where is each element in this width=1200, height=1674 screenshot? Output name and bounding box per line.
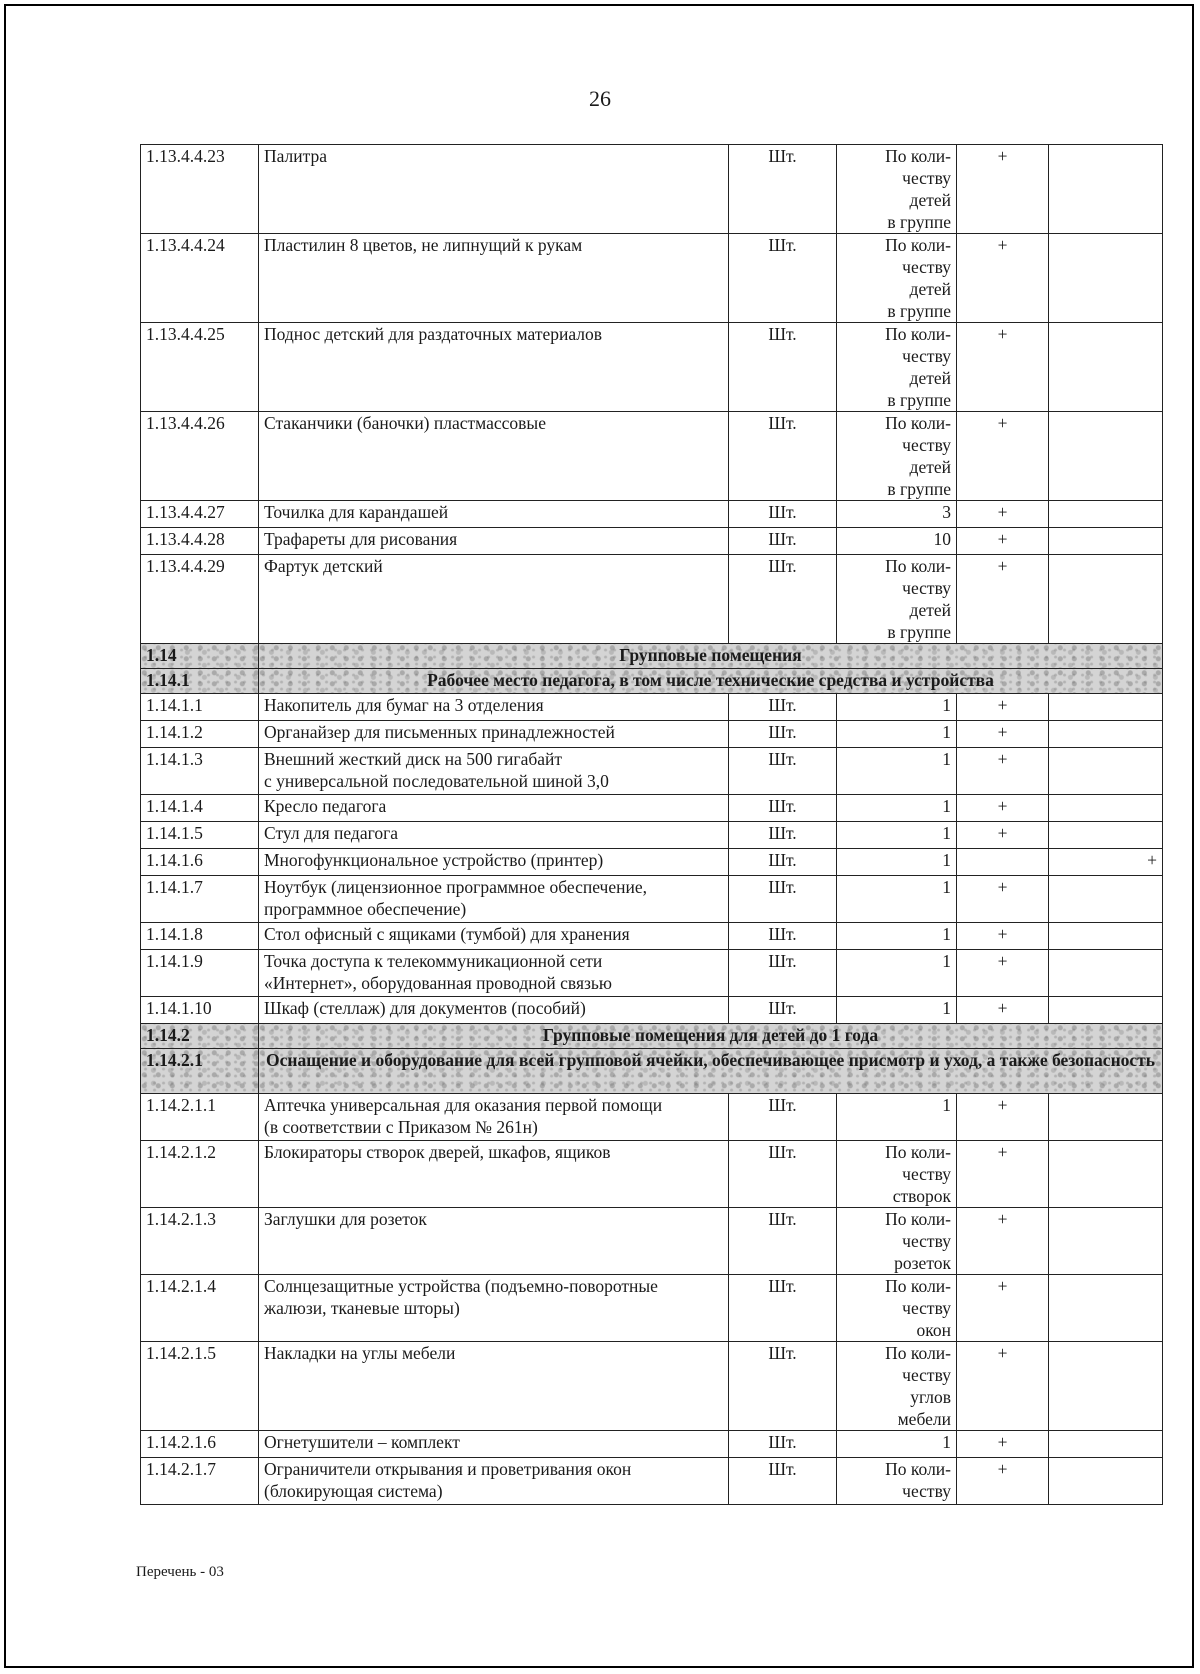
table-row — [141, 997, 1163, 1024]
item-quantity: 1 — [837, 1431, 957, 1458]
item-unit: Шт. — [729, 412, 837, 501]
table-row — [141, 1275, 1163, 1342]
item-code: 1.14.2.1.7 — [141, 1458, 259, 1505]
item-unit: Шт. — [729, 1141, 837, 1208]
item-name: Аптечка универсальная для оказания первой помощи (в соответствии с Приказом № 261н) — [259, 1094, 729, 1141]
page-number: 26 — [589, 86, 611, 111]
table-row — [141, 923, 1163, 950]
table-row — [141, 822, 1163, 849]
item-code: 1.13.4.4.28 — [141, 528, 259, 555]
table-row — [141, 528, 1163, 555]
item-name: Поднос детский для раздаточных материалов — [259, 323, 729, 412]
item-quantity: По коли- честву — [837, 1458, 957, 1505]
item-mark-alt — [1049, 721, 1163, 748]
item-mark: + — [957, 1094, 1049, 1141]
item-mark: + — [957, 795, 1049, 822]
item-code: 1.14.1.5 — [141, 822, 259, 849]
item-quantity: По коли- честву розеток — [837, 1208, 957, 1275]
item-unit: Шт. — [729, 950, 837, 997]
table-row — [141, 555, 1163, 644]
item-mark: + — [957, 528, 1049, 555]
item-mark-alt — [1049, 1094, 1163, 1141]
item-quantity: 1 — [837, 997, 957, 1024]
item-code: 1.13.4.4.29 — [141, 555, 259, 644]
item-code: 1.14.2.1.3 — [141, 1208, 259, 1275]
item-name: Стаканчики (баночки) пластмассовые — [259, 412, 729, 501]
item-code: 1.14.1.3 — [141, 748, 259, 795]
item-mark-alt — [1049, 1458, 1163, 1505]
item-unit: Шт. — [729, 748, 837, 795]
item-mark-alt — [1049, 234, 1163, 323]
item-mark-alt — [1049, 923, 1163, 950]
item-mark-alt — [1049, 145, 1163, 234]
item-mark: + — [957, 694, 1049, 721]
item-name: Внешний жесткий диск на 500 гигабайт с универсальной последовательной шиной 3,0 — [259, 748, 729, 795]
footer-note: Перечень - 03 — [136, 1564, 224, 1580]
section-code: 1.14.1 — [141, 669, 259, 694]
table-row — [141, 1094, 1163, 1141]
item-mark: + — [957, 1208, 1049, 1275]
item-unit: Шт. — [729, 528, 837, 555]
item-name: Заглушки для розеток — [259, 1208, 729, 1275]
item-name: Ограничители открывания и проветривания окон (блокирующая система) — [259, 1458, 729, 1505]
table-row — [141, 721, 1163, 748]
table-row — [141, 694, 1163, 721]
item-mark-alt — [1049, 1208, 1163, 1275]
item-name: Палитра — [259, 145, 729, 234]
section-row — [141, 669, 1163, 694]
item-code: 1.14.1.6 — [141, 849, 259, 876]
section-title: Групповые помещения — [259, 644, 1163, 669]
item-unit: Шт. — [729, 923, 837, 950]
item-code: 1.14.1.7 — [141, 876, 259, 923]
section-row — [141, 644, 1163, 669]
section-row — [141, 1024, 1163, 1049]
item-unit: Шт. — [729, 1275, 837, 1342]
item-name: Накопитель для бумаг на 3 отделения — [259, 694, 729, 721]
item-code: 1.13.4.4.24 — [141, 234, 259, 323]
table-row — [141, 145, 1163, 234]
item-quantity: 1 — [837, 950, 957, 997]
item-quantity: По коли- честву углов мебели — [837, 1342, 957, 1431]
item-quantity: По коли- честву створок — [837, 1141, 957, 1208]
table-row — [141, 501, 1163, 528]
item-name: Стул для педагога — [259, 822, 729, 849]
item-quantity: 1 — [837, 795, 957, 822]
item-mark: + — [957, 323, 1049, 412]
table-row — [141, 1342, 1163, 1431]
item-name: Накладки на углы мебели — [259, 1342, 729, 1431]
item-mark: + — [957, 923, 1049, 950]
item-code: 1.14.1.8 — [141, 923, 259, 950]
item-unit: Шт. — [729, 234, 837, 323]
item-mark: + — [957, 1431, 1049, 1458]
table-body — [141, 145, 1163, 1505]
table-row — [141, 1208, 1163, 1275]
item-quantity: 3 — [837, 501, 957, 528]
item-code: 1.14.1.9 — [141, 950, 259, 997]
item-unit: Шт. — [729, 1431, 837, 1458]
item-mark-alt — [1049, 748, 1163, 795]
item-quantity: По коли- честву окон — [837, 1275, 957, 1342]
table-row — [141, 1141, 1163, 1208]
item-unit: Шт. — [729, 849, 837, 876]
table-row — [141, 1458, 1163, 1505]
section-row — [141, 1049, 1163, 1094]
section-title: Оснащение и оборудование для всей групповой ячейки, обеспечивающее присмотр и уход, а также безопасность — [259, 1049, 1163, 1094]
item-quantity: По коли- честву детей в группе — [837, 412, 957, 501]
item-quantity: 1 — [837, 1094, 957, 1141]
item-quantity: 1 — [837, 721, 957, 748]
table-row — [141, 412, 1163, 501]
table-row — [141, 876, 1163, 923]
item-mark-alt — [1049, 1342, 1163, 1431]
item-name: Огнетушители – комплект — [259, 1431, 729, 1458]
table-row — [141, 795, 1163, 822]
item-name: Точилка для карандашей — [259, 501, 729, 528]
item-quantity: По коли- честву детей в группе — [837, 323, 957, 412]
item-mark-alt — [1049, 1275, 1163, 1342]
table-row — [141, 323, 1163, 412]
item-mark — [957, 849, 1049, 876]
item-mark-alt — [1049, 876, 1163, 923]
item-code: 1.14.2.1.6 — [141, 1431, 259, 1458]
item-mark-alt — [1049, 1431, 1163, 1458]
item-unit: Шт. — [729, 997, 837, 1024]
item-mark: + — [957, 1141, 1049, 1208]
item-mark: + — [957, 555, 1049, 644]
item-code: 1.14.1.2 — [141, 721, 259, 748]
item-mark-alt — [1049, 822, 1163, 849]
section-title: Групповые помещения для детей до 1 года — [259, 1024, 1163, 1049]
item-mark-alt: + — [1049, 849, 1163, 876]
item-unit: Шт. — [729, 323, 837, 412]
item-unit: Шт. — [729, 1208, 837, 1275]
item-mark: + — [957, 748, 1049, 795]
item-mark: + — [957, 234, 1049, 323]
item-mark-alt — [1049, 950, 1163, 997]
item-code: 1.14.1.1 — [141, 694, 259, 721]
section-title: Рабочее место педагога, в том числе технические средства и устройства — [259, 669, 1163, 694]
item-name: Трафареты для рисования — [259, 528, 729, 555]
item-unit: Шт. — [729, 501, 837, 528]
item-mark: + — [957, 876, 1049, 923]
item-code: 1.14.2.1.4 — [141, 1275, 259, 1342]
table-row — [141, 1431, 1163, 1458]
item-quantity: 10 — [837, 528, 957, 555]
item-mark-alt — [1049, 528, 1163, 555]
item-code: 1.14.2.1.5 — [141, 1342, 259, 1431]
item-quantity: 1 — [837, 923, 957, 950]
item-unit: Шт. — [729, 555, 837, 644]
table-row — [141, 234, 1163, 323]
item-mark-alt — [1049, 323, 1163, 412]
item-quantity: По коли- честву детей в группе — [837, 145, 957, 234]
item-name: Стол офисный с ящиками (тумбой) для хранения — [259, 923, 729, 950]
table-row — [141, 748, 1163, 795]
item-mark-alt — [1049, 997, 1163, 1024]
item-name: Ноутбук (лицензионное программное обеспечение, программное обеспечение) — [259, 876, 729, 923]
section-code: 1.14.2.1 — [141, 1049, 259, 1094]
item-code: 1.14.2.1.1 — [141, 1094, 259, 1141]
item-mark: + — [957, 997, 1049, 1024]
item-name: Органайзер для письменных принадлежностей — [259, 721, 729, 748]
item-mark-alt — [1049, 795, 1163, 822]
item-quantity: По коли- честву детей в группе — [837, 555, 957, 644]
item-code: 1.14.1.4 — [141, 795, 259, 822]
item-quantity: 1 — [837, 822, 957, 849]
item-mark: + — [957, 822, 1049, 849]
item-mark-alt — [1049, 501, 1163, 528]
equipment-table — [140, 144, 1163, 1505]
item-unit: Шт. — [729, 822, 837, 849]
item-mark-alt — [1049, 555, 1163, 644]
item-name: Фартук детский — [259, 555, 729, 644]
item-unit: Шт. — [729, 876, 837, 923]
item-code: 1.14.1.10 — [141, 997, 259, 1024]
item-mark: + — [957, 145, 1049, 234]
item-name: Шкаф (стеллаж) для документов (пособий) — [259, 997, 729, 1024]
item-name: Пластилин 8 цветов, не липнущий к рукам — [259, 234, 729, 323]
item-code: 1.13.4.4.23 — [141, 145, 259, 234]
item-unit: Шт. — [729, 694, 837, 721]
item-unit: Шт. — [729, 145, 837, 234]
item-quantity: 1 — [837, 748, 957, 795]
item-mark: + — [957, 950, 1049, 997]
section-code: 1.14 — [141, 644, 259, 669]
item-quantity: 1 — [837, 849, 957, 876]
item-name: Многофункциональное устройство (принтер) — [259, 849, 729, 876]
section-code: 1.14.2 — [141, 1024, 259, 1049]
item-mark: + — [957, 501, 1049, 528]
item-mark: + — [957, 721, 1049, 748]
table-row — [141, 950, 1163, 997]
item-unit: Шт. — [729, 795, 837, 822]
item-name: Точка доступа к телекоммуникационной сети «Интернет», оборудованная проводной связью — [259, 950, 729, 997]
item-unit: Шт. — [729, 1342, 837, 1431]
item-mark-alt — [1049, 1141, 1163, 1208]
item-code: 1.13.4.4.27 — [141, 501, 259, 528]
item-name: Кресло педагога — [259, 795, 729, 822]
item-mark-alt — [1049, 694, 1163, 721]
item-code: 1.13.4.4.26 — [141, 412, 259, 501]
item-mark: + — [957, 412, 1049, 501]
item-unit: Шт. — [729, 721, 837, 748]
item-quantity: По коли- честву детей в группе — [837, 234, 957, 323]
item-mark: + — [957, 1275, 1049, 1342]
item-name: Солнцезащитные устройства (подъемно-поворотные жалюзи, тканевые шторы) — [259, 1275, 729, 1342]
item-mark: + — [957, 1342, 1049, 1431]
item-mark-alt — [1049, 412, 1163, 501]
item-code: 1.13.4.4.25 — [141, 323, 259, 412]
item-quantity: 1 — [837, 694, 957, 721]
item-quantity: 1 — [837, 876, 957, 923]
table-row — [141, 849, 1163, 876]
item-code: 1.14.2.1.2 — [141, 1141, 259, 1208]
item-mark: + — [957, 1458, 1049, 1505]
item-unit: Шт. — [729, 1458, 837, 1505]
item-unit: Шт. — [729, 1094, 837, 1141]
item-name: Блокираторы створок дверей, шкафов, ящиков — [259, 1141, 729, 1208]
